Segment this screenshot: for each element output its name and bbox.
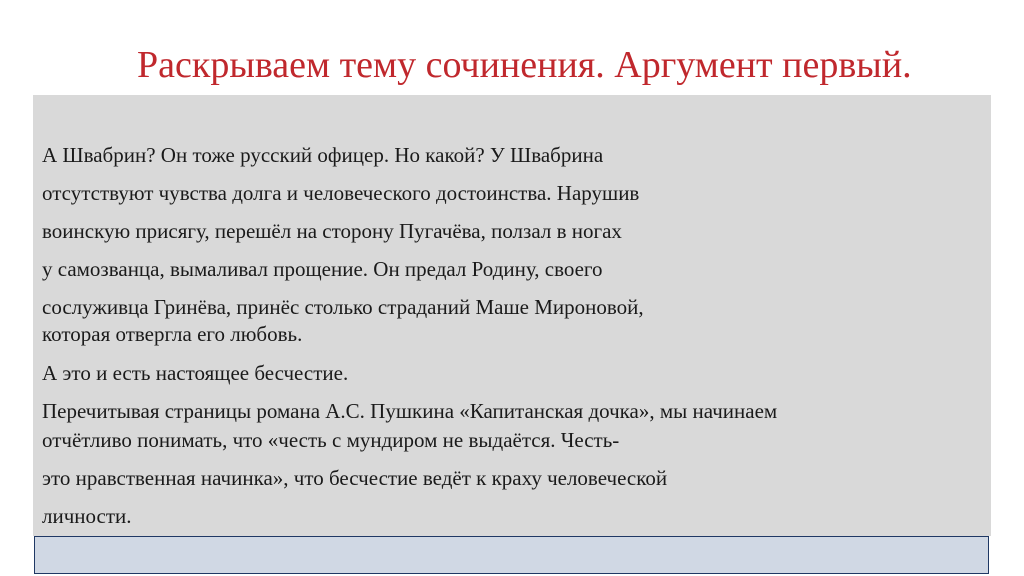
body-text-line-8: Перечитывая страницы романа А.С. Пушкина «Капитанская дочка», мы начинаем (42, 399, 778, 423)
slide-title: Раскрываем тему сочинения. Аргумент первый. (137, 44, 912, 86)
body-text-line-11: личности. (42, 504, 132, 528)
body-text-line-5: сослуживца Гринёва, принёс столько страданий Маше Мироновой, (42, 295, 644, 319)
body-text-line-3: воинскую присягу, перешёл на сторону Пугачёва, ползал в ногах (42, 219, 622, 243)
body-text-line-6: которая отвергла его любовь. (42, 322, 303, 346)
body-text-line-4: у самозванца, вымаливал прощение. Он предал Родину, своего (42, 257, 603, 281)
body-text-line-10: это нравственная начинка», что бесчестие ведёт к краху человеческой (42, 466, 668, 490)
body-text-line-9: отчётливо понимать, что «честь с мундиром не выдаётся. Честь- (42, 428, 620, 452)
bottom-bar (34, 536, 989, 574)
body-text-line-7: А это и есть настоящее бесчестие. (42, 361, 349, 385)
body-text-line-1: А Швабрин? Он тоже русский офицер. Но какой? У Швабрина (42, 143, 604, 167)
body-text-line-2: отсутствуют чувства долга и человеческого достоинства. Нарушив (42, 181, 640, 205)
